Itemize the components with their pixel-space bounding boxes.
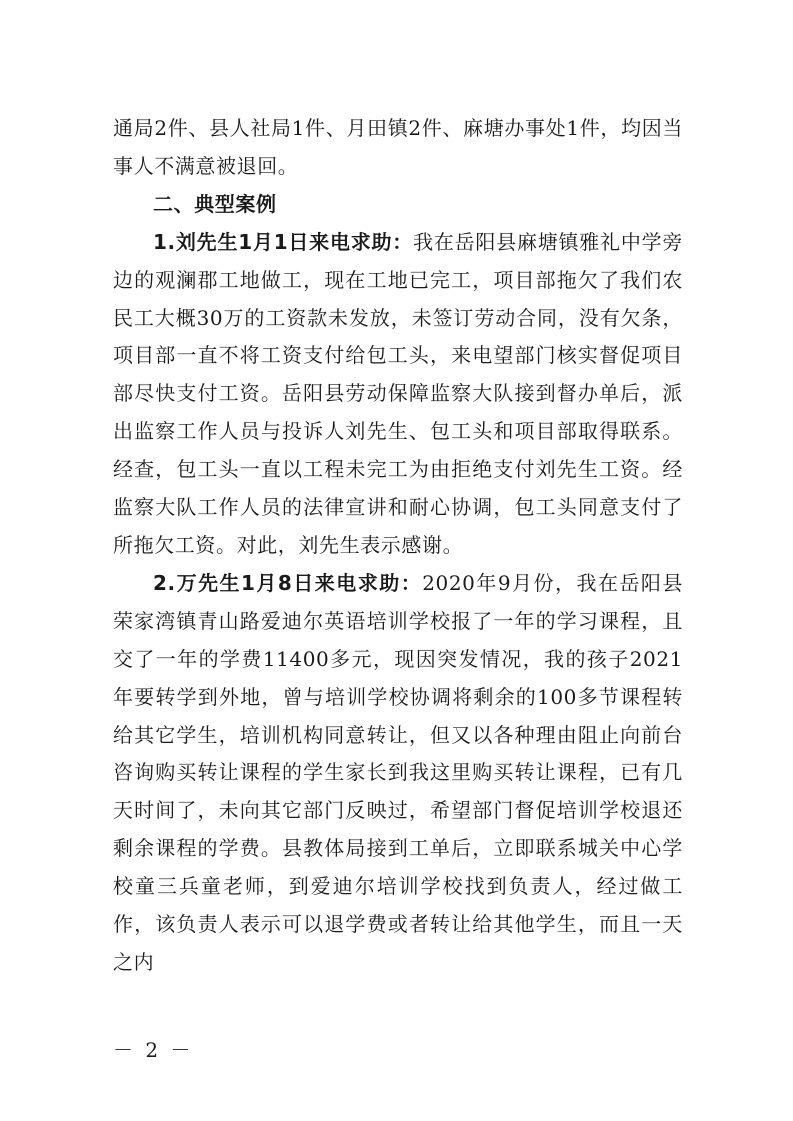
case-1-paragraph: [113, 224, 683, 565]
section-heading: 二、典型案例: [153, 191, 277, 216]
case-2-paragraph: [113, 565, 683, 982]
case-1-lead: 1.刘先生1月1日来电求助：: [153, 229, 414, 254]
case-1-body: 我在岳阳县麻塘镇雅礼中学旁边的观澜郡工地做工，现在工地已完工，项目部拖欠了我们农民工大概30万的工资款未发放，未签订劳动合同，没有欠条，项目部一直不将工资支付给包工头，来电望部门核实督促项目部尽快支付工资。岳阳县劳动保障监察大队接到督办单后，派出监察工作人员与投诉人刘先生、包工头和项目部取得联系。经查，包工头一直以工程未完工为由拒绝支付刘先生工资。经监察大队工作人员的法律宣讲和耐心协调，包工头同意支付了所拖欠工资。对此，刘先生表示感谢。: [113, 229, 683, 557]
paragraph-continuation: 通局2件、县人社局1件、月田镇2件、麻塘办事处1件，均因当事人不满意被退回。: [113, 116, 683, 178]
case-2-lead: 2.万先生1月8日来电求助：: [153, 570, 423, 595]
document-body: [113, 110, 683, 982]
page-number: － 2 －: [113, 1038, 194, 1062]
case-2-body: 2020年9月份，我在岳阳县荣家湾镇青山路爱迪尔英语培训学校报了一年的学习课程，且交了一年的学费11400多元，现因突发情况，我的孩子2021年要转学到外地，曾与培训学校协调将剩余的100多节课程转给其它学生，培训机构同意转让，但又以各种理由阻止向前台咨询购买转让课程的学生家长到我这里购买转让课程，已有几天时间了，未向其它部门反映过，希望部门督促培训学校退还剩余课程的学费。县教体局接到工单后，立即联系城关中心学校童三兵童老师，到爱迪尔培训学校找到负责人，经过做工作，该负责人表示可以退学费或者转让给其他学生，而且一天之内: [113, 570, 684, 974]
